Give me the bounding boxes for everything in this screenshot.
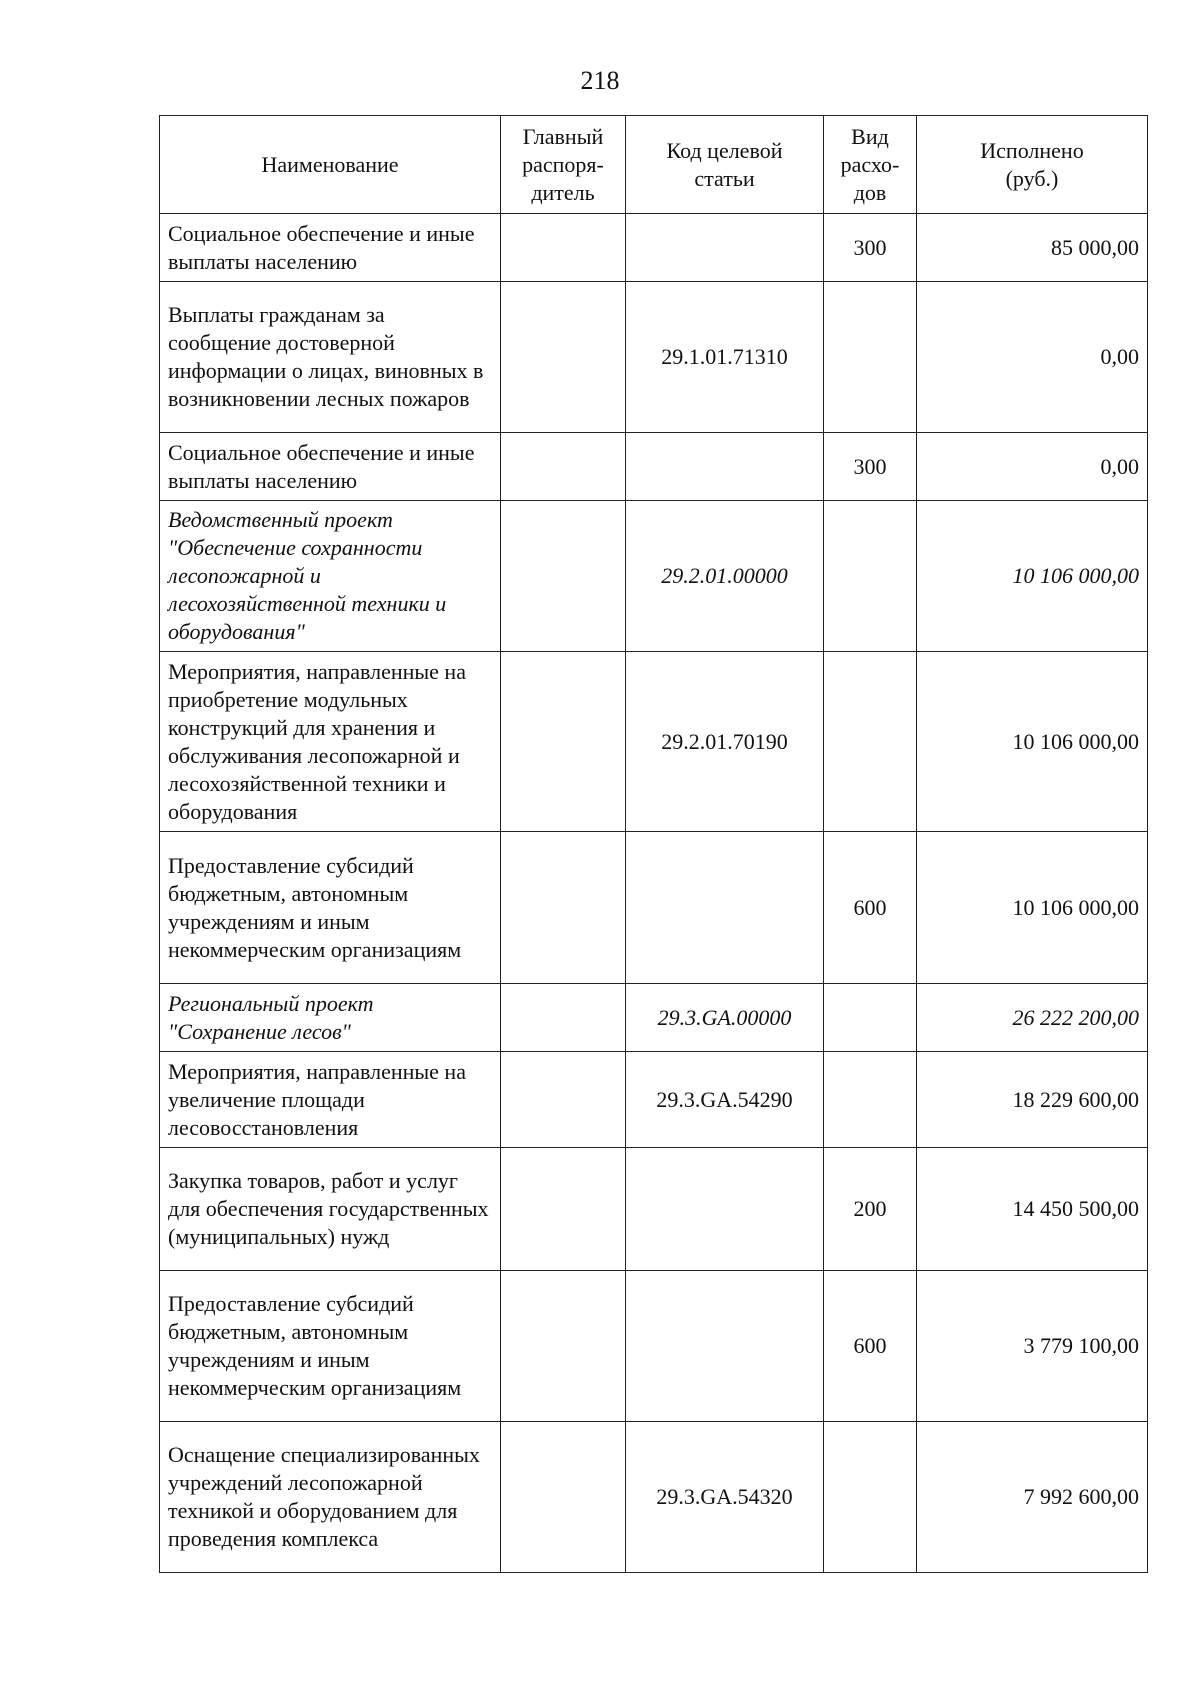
cell-kind [824,1422,917,1573]
cell-manager [501,1271,626,1422]
cell-kind [824,501,917,652]
cell-kind [824,1052,917,1148]
cell-manager [501,832,626,984]
cell-code [626,214,824,282]
cell-name: Социальное обеспечение и иные выплаты населению [160,433,501,501]
cell-sum: 10 106 000,00 [917,501,1148,652]
cell-code: 29.1.01.71310 [626,282,824,433]
cell-name: Выплаты гражданам за сообщение достоверной информации о лицах, виновных в возникновении лесных пожаров [160,282,501,433]
cell-sum: 0,00 [917,433,1148,501]
header-target-code: Код целевой статьи [626,116,824,214]
cell-manager [501,984,626,1052]
cell-sum: 14 450 500,00 [917,1148,1148,1271]
cell-kind: 600 [824,1271,917,1422]
cell-kind [824,984,917,1052]
header-executed: Исполнено (руб.) [917,116,1148,214]
cell-code [626,1271,824,1422]
cell-name: Мероприятия, направленные на увеличение площади лесовосстановления [160,1052,501,1148]
cell-manager [501,282,626,433]
table-row [160,832,1148,984]
cell-manager [501,652,626,832]
cell-manager [501,433,626,501]
table-row [160,433,1148,501]
table-row [160,1422,1148,1573]
cell-code: 29.2.01.70190 [626,652,824,832]
table-row [160,652,1148,832]
table-row [160,1271,1148,1422]
cell-code: 29.3.GA.54290 [626,1052,824,1148]
cell-name: Предоставление субсидий бюджетным, автономным учреждениям и иным некоммерческим организациям [160,1271,501,1422]
table-row [160,282,1148,433]
cell-kind [824,282,917,433]
cell-kind [824,652,917,832]
cell-kind: 600 [824,832,917,984]
table-header-row [160,116,1148,214]
cell-kind: 300 [824,214,917,282]
cell-sum: 26 222 200,00 [917,984,1148,1052]
cell-manager [501,1422,626,1573]
cell-code: 29.2.01.00000 [626,501,824,652]
cell-name: Мероприятия, направленные на приобретение модульных конструкций для хранения и обслуживания лесопожарной и лесохозяйственной техники и оборудования [160,652,501,832]
cell-sum: 18 229 600,00 [917,1052,1148,1148]
cell-kind: 200 [824,1148,917,1271]
header-main-manager: Главный распоря-дитель [501,116,626,214]
cell-code [626,1148,824,1271]
cell-name: Региональный проект "Сохранение лесов" [160,984,501,1052]
cell-code: 29.3.GA.54320 [626,1422,824,1573]
cell-manager [501,214,626,282]
header-expense-kind: Вид расхо-дов [824,116,917,214]
cell-sum: 10 106 000,00 [917,832,1148,984]
table-row [160,1052,1148,1148]
cell-sum: 10 106 000,00 [917,652,1148,832]
cell-name: Предоставление субсидий бюджетным, автономным учреждениям и иным некоммерческим организациям [160,832,501,984]
cell-manager [501,501,626,652]
cell-manager [501,1148,626,1271]
cell-name: Оснащение специализированных учреждений лесопожарной техникой и оборудованием для проведения комплекса [160,1422,501,1573]
cell-code [626,832,824,984]
header-name: Наименование [160,116,501,214]
cell-sum: 85 000,00 [917,214,1148,282]
cell-manager [501,1052,626,1148]
cell-name: Закупка товаров, работ и услуг для обеспечения государственных (муниципальных) нужд [160,1148,501,1271]
table-row [160,1148,1148,1271]
cell-sum: 3 779 100,00 [917,1271,1148,1422]
page-number: 218 [580,66,620,95]
cell-sum: 0,00 [917,282,1148,433]
cell-name: Ведомственный проект "Обеспечение сохранности лесопожарной и лесохозяйственной техники и оборудования" [160,501,501,652]
cell-sum: 7 992 600,00 [917,1422,1148,1573]
cell-kind: 300 [824,433,917,501]
cell-code [626,433,824,501]
table-row-project [160,984,1148,1052]
budget-execution-table [159,115,1148,1573]
cell-code: 29.3.GA.00000 [626,984,824,1052]
table-row [160,214,1148,282]
table-row-project [160,501,1148,652]
cell-name: Социальное обеспечение и иные выплаты населению [160,214,501,282]
